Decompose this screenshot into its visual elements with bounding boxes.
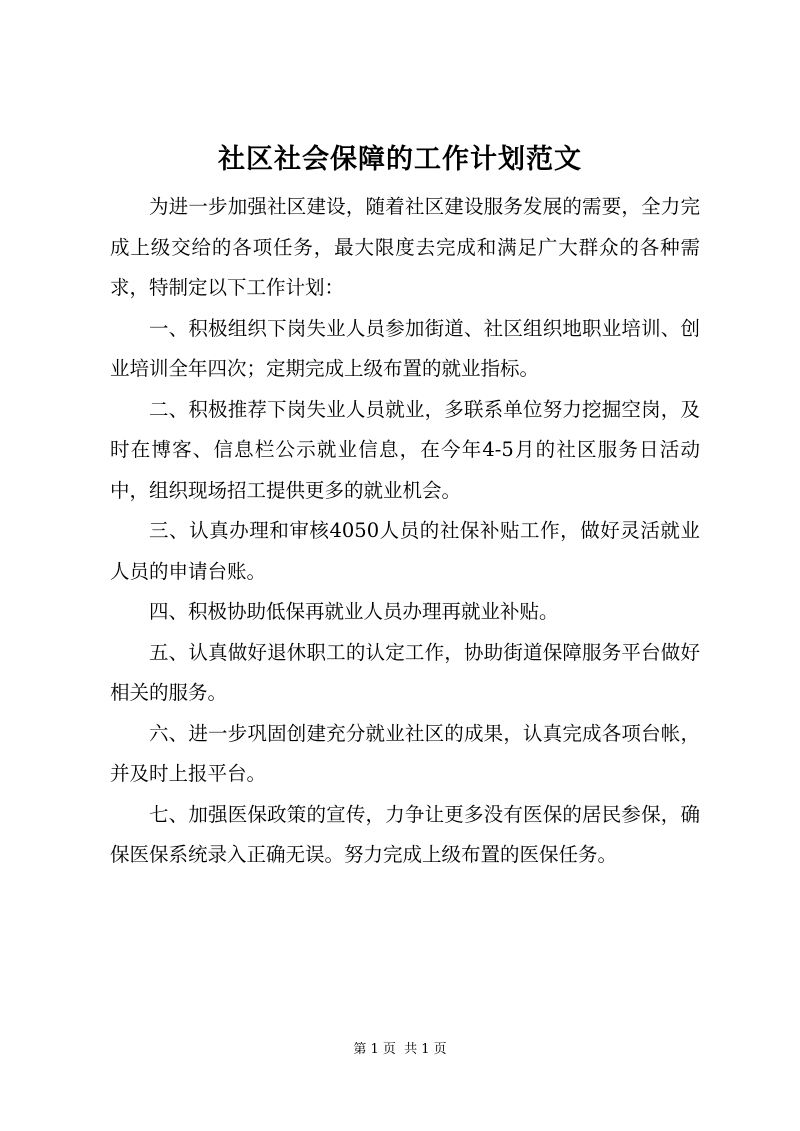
plan-item-6: 六、进一步巩固创建充分就业社区的成果，认真完成各项台帐，并及时上报平台。	[110, 721, 700, 785]
plan-item-4: 四、积极协助低保再就业人员办理再就业补贴。	[149, 600, 559, 623]
intro-paragraph: 为进一步加强社区建设，随着社区建设服务发展的需要，全力完成上级交给的各项任务，最大限度去完成和满足广大群众的各种需求，特制定以下工作计划：	[110, 195, 700, 299]
document-body	[110, 187, 700, 876]
page-footer	[0, 1040, 800, 1060]
plan-item-2: 二、积极推荐下岗失业人员就业，多联系单位努力挖掘空岗，及时在博客、信息栏公示就业信息，在今年4-5月的社区服务日活动中，组织现场招工提供更多的就业机会。	[110, 397, 700, 502]
plan-item-5: 五、认真做好退休职工的认定工作，协助街道保障服务平台做好相关的服务。	[110, 640, 700, 704]
plan-item-1: 一、积极组织下岗失业人员参加街道、社区组织地职业培训、创业培训全年四次；定期完成上级布置的就业指标。	[110, 316, 700, 380]
plan-item-3: 三、认真办理和审核4050人员的社保补贴工作，做好灵活就业人员的申请台账。	[110, 519, 700, 583]
document-title: 社区社会保障的工作计划范文	[218, 144, 582, 175]
page-number: 第 1 页 共 1 页	[353, 1042, 447, 1057]
plan-item-7: 七、加强医保政策的宣传，力争让更多没有医保的居民参保，确保医保系统录入正确无误。努力完成上级布置的医保任务。	[110, 802, 700, 866]
